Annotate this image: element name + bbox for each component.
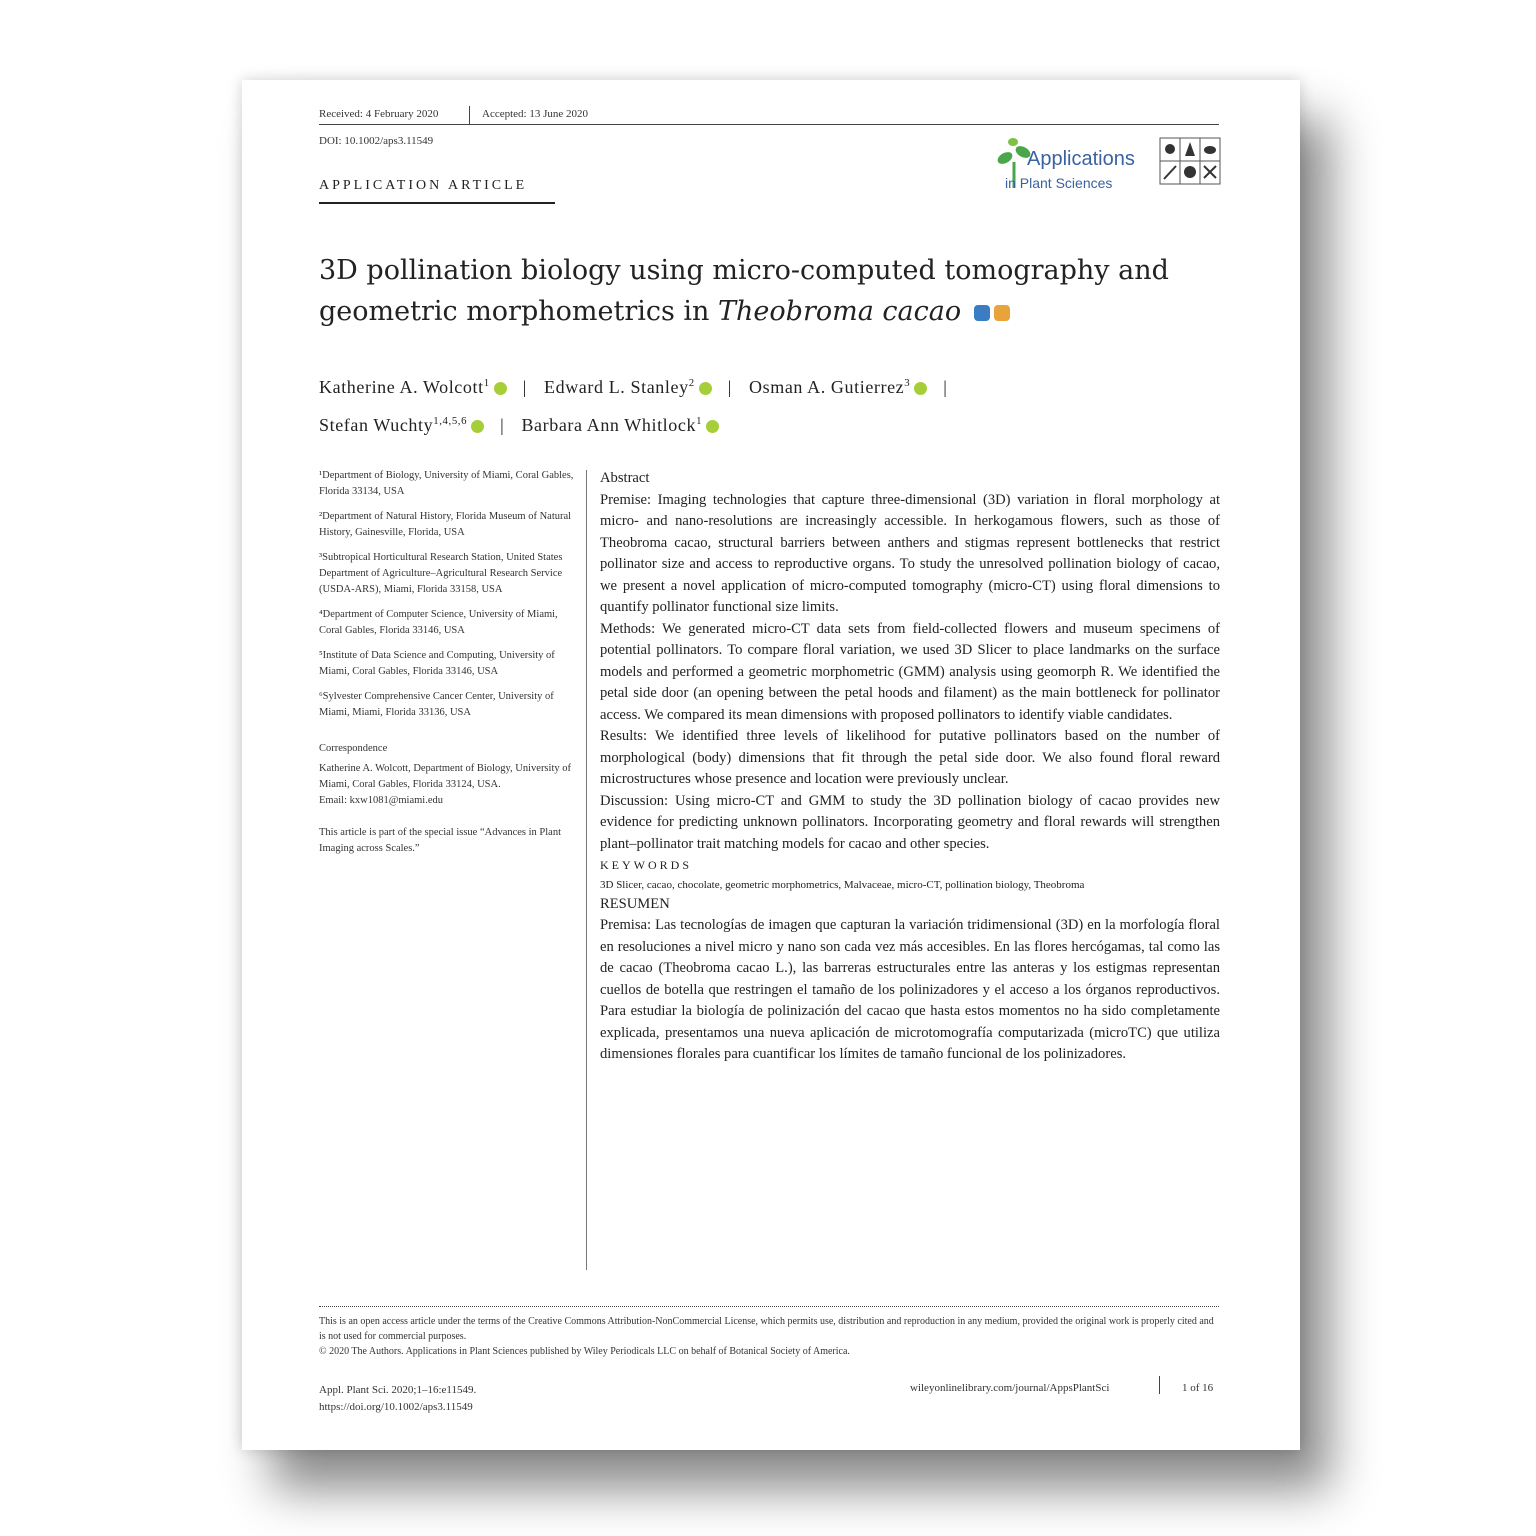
discussion-text: Using micro-CT and GMM to study the 3D pollination biology of cacao provides new evidence for predicting unknown pollinators. Incorporating geometry and floral rewards will strengthen plant–pollinator trait matching models for cacao and other species. [600,792,1220,852]
premise-text: Imaging technologies that capture three-dimensional (3D) variation in floral morphology at micro- and nano-resolutions are increasingly accessible. In herkogamous flowers, such as those of Theobroma cacao, structural barriers between anthers and stigmas represent bottlenecks that restrict pollinator size and access to reproductive organs. To study the unresolved pollination biology of cacao, we present a novel application of micro-computed tomography (micro-CT) using floral dimensions to quantify pollinator functional size limits. [600,491,1220,615]
affiliation: ⁶Sylvester Comprehensive Cancer Center, University of Miami, Miami, Florida 33136, USA [319,691,554,718]
resumen-text: Las tecnologías de imagen que capturan la variación tridimensional (3D) en la morfología floral en resoluciones a nivel micro y nano son cada vez más accesibles. En las flores hercógamas, tal como las de cacao (Theobroma cacao L.), las barreras estructurales entre las anteras y los estigmas representan cuellos de botella que restringen el tamaño de los polinizadores y el acceso a los órganos reproductivos. Para estudiar la biología de polinización del cacao que hasta estos momentos no ha sido completamente explicada, presentamos una nueva aplicación de microtomografía computarizada (microTC) que utiliza dimensiones florales para cuantificar los límites de tamaño funcional de los polinizadores. [600,917,1220,1062]
abstract-premise [600,490,1220,619]
footer-citation: Appl. Plant Sci. 2020;1–16:e11549. [319,1384,477,1396]
methods-text: We generated micro-CT data sets from field-collected flowers and museum specimens of potential pollinators. To compare floral variation, we used 3D Slicer to place landmarks on the surface models and performed a geometric morphometric (GMM) analysis using geomorph R. We identified the petal side door (an opening between the petal hoods and filament) as the main bottleneck for pollinator access. We compared its mean dimensions with proposed pollinators to identify viable candidates. [600,620,1220,723]
open-data-badge-icon[interactable] [974,305,990,321]
keywords-heading: KEYWORDS [600,858,692,872]
footer-journal-url[interactable]: wileyonlinelibrary.com/journal/AppsPlantSci [910,1382,1110,1394]
affiliation: ¹Department of Biology, University of Miami, Coral Gables, Florida 33134, USA [319,470,574,497]
premise-label: Premise: [600,491,652,508]
abstract-heading: Abstract [600,470,650,486]
accepted-date: Accepted: 13 June 2020 [482,108,588,120]
author-name[interactable]: Edward L. Stanley [544,377,689,397]
author-affil-sup: 1,4,5,6 [433,415,468,427]
author-list: Katherine A. Wolcott$^1$ | Edward L. Stanley$^2$ | Osman A. Gutierrez$^3$ | Stefan Wuchty$^{1,4,5,6}$ | Barbara Ann Whitlock$^1$ [319,377,948,435]
footnote-rule [319,1306,1219,1307]
correspondence-email[interactable]: Email: kxw1081@miami.edu [319,795,443,806]
logo-text-applications: Applications [1027,148,1135,170]
results-label: Results: [600,728,648,744]
author-name[interactable]: Barbara Ann Whitlock [521,415,697,435]
affiliations-column [319,468,579,866]
title-species: Theobroma cacao [718,296,962,327]
author-name[interactable]: Katherine A. Wolcott [319,377,484,397]
discussion-label: Discussion: [600,792,669,809]
orcid-icon[interactable] [706,420,719,433]
footer-doi[interactable]: https://doi.org/10.1002/aps3.11549 [319,1401,473,1413]
orcid-icon[interactable] [699,382,712,395]
footer-citation-block [319,1382,476,1416]
affiliation: ³Subtropical Horticultural Research Station, United States Department of Agriculture–Agricultural Research Service (USDA-ARS), Miami, Florida 33158, USA [319,552,563,595]
correspondence-text: Katherine A. Wolcott, Department of Biology, University of Miami, Coral Gables, Florida 33124, USA. [319,763,571,790]
author-name[interactable]: Osman A. Gutierrez [749,377,905,397]
results-text: We identified three levels of likelihood for putative pollinators based on the number of morphological (body) dimensions that fit through the petal side door. We also found floral reward microstructures whose presence and location were previously unclear. [600,728,1220,787]
abstract-results [600,726,1220,791]
affiliation: ²Department of Natural History, Florida Museum of Natural History, Gainesville, Florida, USA [319,511,572,538]
orcid-icon[interactable] [914,382,927,395]
license-text: This is an open access article under the terms of the Creative Commons Attribution-NonCommercial License, which permits use, distribution and reproduction in any medium, provided the original work is properly cited and is not used for commercial purposes. [319,1316,1214,1342]
affiliation: ⁵Institute of Data Science and Computing, University of Miami, Coral Gables, Florida 33146, USA [319,650,555,677]
correspondence-label: Correspondence [319,743,388,754]
resumen-label: Premisa: [600,917,652,933]
author-affil-sup: 1 [483,377,490,389]
author-affil-sup: 2 [688,377,695,389]
author-affil-sup: 1 [696,415,703,427]
orcid-icon[interactable] [494,382,507,395]
special-issue-note: This article is part of the special issue “Advances in Plant Imaging across Scales.” [319,827,562,854]
title-text: 3D pollination biology using micro-computed tomography and geometric morphometrics in [319,255,1169,327]
affiliation: ⁴Department of Computer Science, University of Miami, Coral Gables, Florida 33146, USA [319,609,558,636]
article-type-rule [319,202,555,204]
header-separator [469,106,470,125]
abstract-discussion [600,791,1220,856]
header-rule [319,124,1219,125]
orcid-icon[interactable] [471,420,484,433]
abstract-methods [600,619,1220,727]
article-page [242,80,1300,1450]
copyright-text: © 2020 The Authors. Applications in Plant Sciences published by Wiley Periodicals LLC on behalf of Botanical Society of America. [319,1346,850,1357]
logo-text-plant-sciences: in Plant Sciences [1005,175,1113,191]
resumen-body [600,915,1220,1066]
article-title [319,250,1179,332]
footer-separator [1159,1376,1160,1394]
received-date: Received: 4 February 2020 [319,108,439,120]
abstract-column [600,468,1220,1066]
doi[interactable]: DOI: 10.1002/aps3.11549 [319,135,434,147]
author-affil-sup: 3 [904,377,911,389]
author-name[interactable]: Stefan Wuchty [319,415,434,435]
open-materials-badge-icon[interactable] [994,305,1010,321]
column-divider [586,470,587,1270]
keywords-text: 3D Slicer, cacao, chocolate, geometric morphometrics, Malvaceae, micro-CT, pollination biology, Theobroma [600,878,1085,891]
resumen-heading: RESUMEN [600,895,670,912]
license-note [319,1314,1219,1359]
methods-label: Methods: [600,620,656,637]
article-type: APPLICATION ARTICLE [319,178,528,193]
footer-page-number: 1 of 16 [1182,1382,1214,1394]
